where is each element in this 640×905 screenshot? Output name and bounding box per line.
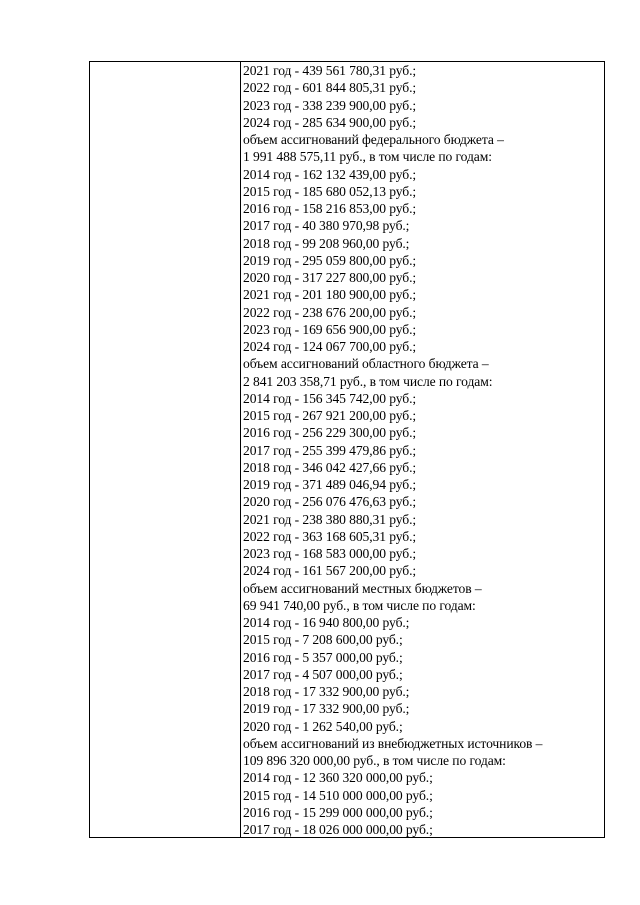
funding-line: 2017 год - 4 507 000,00 руб.; [243,666,403,682]
funding-line: 2016 год - 256 229 300,00 руб.; [243,425,417,441]
funding-line: 2014 год - 12 360 320 000,00 руб.; [243,770,433,786]
funding-line: 1 991 488 575,11 руб., в том числе по годам: [243,149,492,165]
funding-line: 69 941 740,00 руб., в том числе по годам: [243,597,476,613]
funding-line: 2019 год - 371 489 046,94 руб.; [243,477,417,492]
funding-line: 2022 год - 238 676 200,00 руб.; [243,304,417,320]
funding-line: объем ассигнований федерального бюджета – [243,132,504,147]
funding-line: 2018 год - 346 042 427,66 руб.; [243,459,417,475]
funding-line: 2014 год - 162 132 439,00 руб.; [243,166,417,182]
funding-line: 2016 год - 158 216 853,00 руб.; [243,201,417,216]
funding-line: 109 896 320 000,00 руб., в том числе по годам: [243,753,506,768]
funding-line: 2024 год - 161 567 200,00 руб.; [243,563,417,579]
funding-line: 2024 год - 285 634 900,00 руб.; [243,114,417,130]
funding-line: 2020 год - 256 076 476,63 руб.; [243,494,417,510]
funding-line: 2021 год - 439 561 780,31 руб.; [243,63,417,78]
table-value-cell [241,62,604,837]
funding-line: 2017 год - 18 026 000 000,00 руб.; [243,822,433,837]
funding-line: 2023 год - 338 239 900,00 руб.; [243,97,417,113]
funding-line: 2017 год - 255 399 479,86 руб.; [243,442,417,458]
funding-line: 2014 год - 16 940 800,00 руб.; [243,615,410,630]
funding-line: 2 841 203 358,71 руб., в том числе по годам: [243,373,493,389]
funding-line: 2015 год - 14 510 000 000,00 руб.; [243,787,433,803]
funding-line: 2015 год - 7 208 600,00 руб.; [243,632,403,648]
funding-line: 2019 год - 295 059 800,00 руб.; [243,252,417,268]
funding-line: 2020 год - 317 227 800,00 руб.; [243,270,417,285]
funding-line: 2020 год - 1 262 540,00 руб.; [243,718,403,734]
funding-line: 2024 год - 124 067 700,00 руб.; [243,339,417,354]
funding-line: объем ассигнований местных бюджетов – [243,580,482,596]
funding-line: 2014 год - 156 345 742,00 руб.; [243,390,417,406]
funding-line: 2016 год - 15 299 000 000,00 руб.; [243,804,433,820]
funding-line: объем ассигнований из внебюджетных источников – [243,735,543,751]
funding-line: 2015 год - 267 921 200,00 руб.; [243,408,417,423]
table-label-cell [90,62,241,837]
funding-line: 2018 год - 17 332 900,00 руб.; [243,684,410,699]
funding-table [89,61,605,838]
funding-line: 2022 год - 363 168 605,31 руб.; [243,528,417,544]
funding-line: 2021 год - 238 380 880,31 руб.; [243,511,417,527]
funding-line: 2023 год - 168 583 000,00 руб.; [243,546,417,561]
funding-line: 2019 год - 17 332 900,00 руб.; [243,701,410,717]
funding-line: 2023 год - 169 656 900,00 руб.; [243,321,417,337]
funding-line: 2016 год - 5 357 000,00 руб.; [243,649,403,665]
funding-line: объем ассигнований областного бюджета – [243,356,489,372]
funding-line: 2015 год - 185 680 052,13 руб.; [243,183,417,199]
funding-line: 2018 год - 99 208 960,00 руб.; [243,235,410,251]
funding-line: 2017 год - 40 380 970,98 руб.; [243,218,410,234]
funding-line: 2022 год - 601 844 805,31 руб.; [243,80,417,96]
funding-line: 2021 год - 201 180 900,00 руб.; [243,287,417,303]
